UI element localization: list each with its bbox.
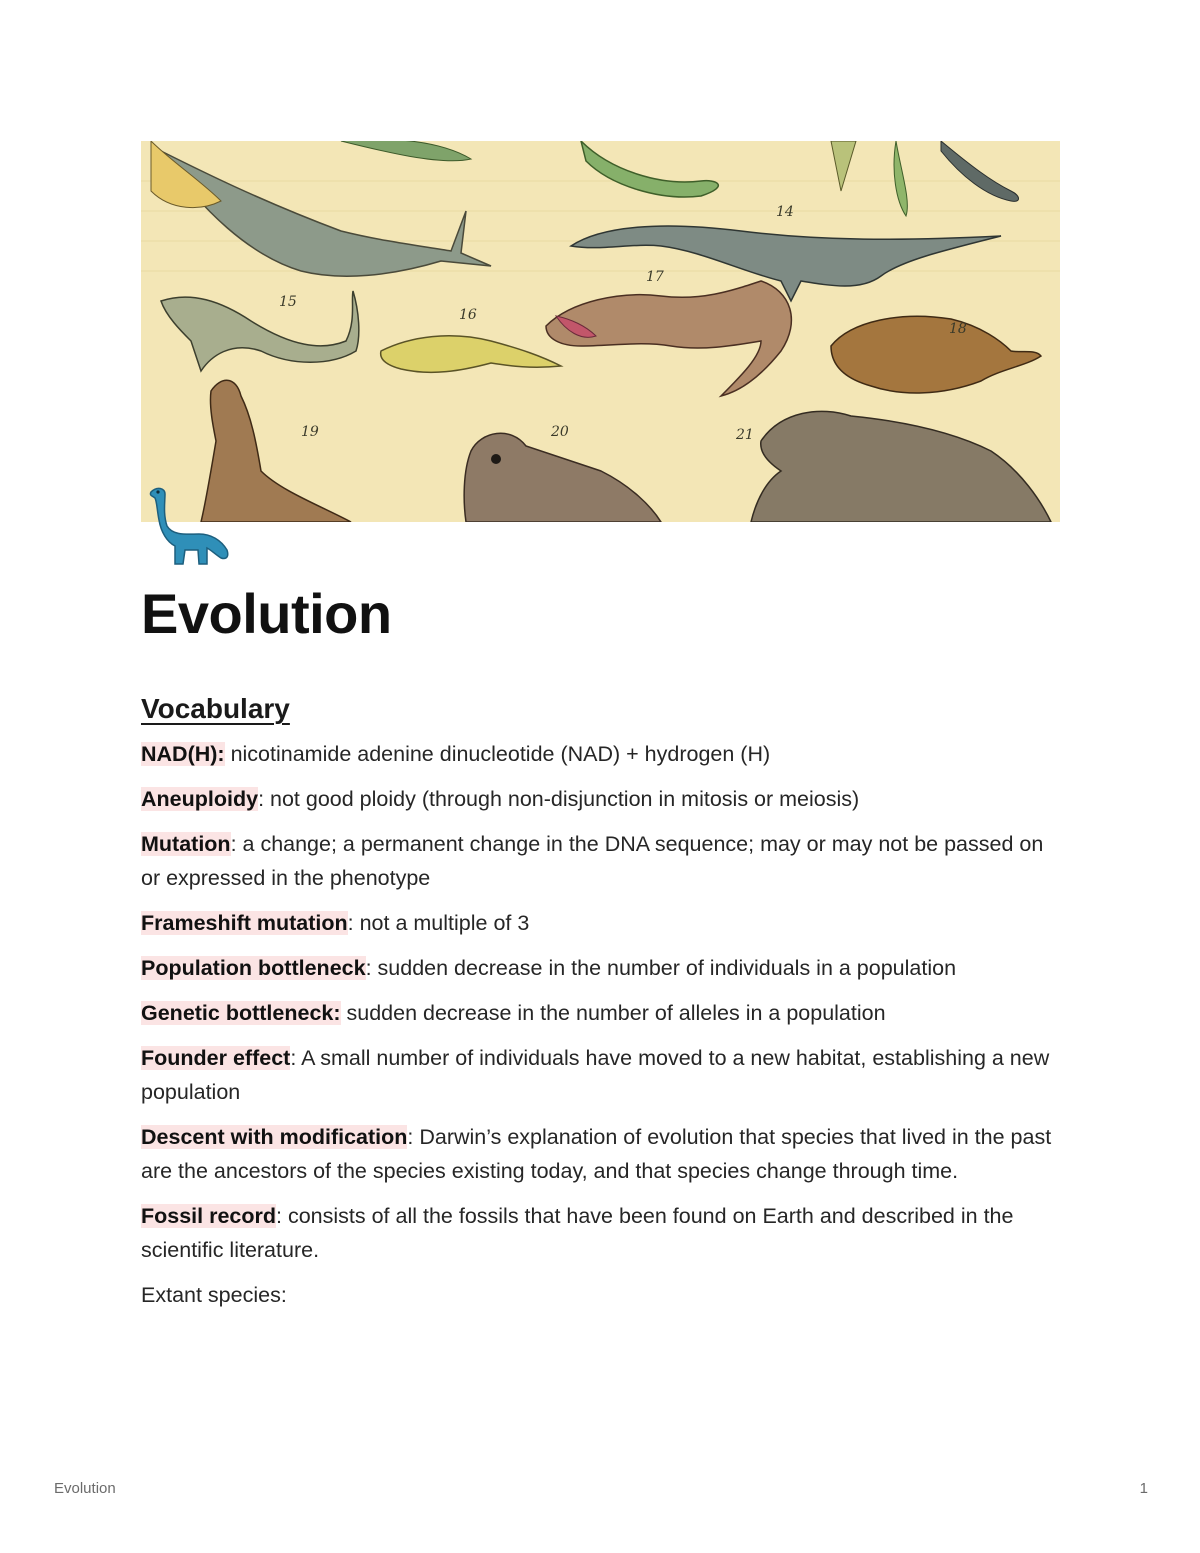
vocab-term: Fossil record (141, 1204, 277, 1228)
vocab-definition: sudden decrease in the number of alleles in a population (340, 1001, 886, 1025)
vocab-entry-nadh (141, 737, 1061, 771)
plate-number-20: 20 (551, 424, 569, 440)
plate-number-17: 17 (646, 269, 664, 285)
vocab-entry-fossil-record (141, 1199, 1061, 1267)
plate-number-15: 15 (279, 294, 297, 310)
vocab-definition: : Darwin’s explanation of evolution that species that lived in the past are the ancestors of the species existing today, and that species change through time. (141, 1125, 1052, 1183)
vocab-entry-population-bottleneck (141, 951, 1061, 985)
vocab-term: Aneuploidy (141, 787, 259, 811)
vocab-definition: : a change; a permanent change in the DNA sequence; may or may not be passed on or expressed in the phenotype (141, 832, 1044, 890)
vocab-term: Founder effect (141, 1046, 291, 1070)
plate-number-21: 21 (736, 427, 754, 443)
vocab-term: Genetic bottleneck: (141, 1001, 341, 1025)
plate-number-19: 19 (301, 424, 319, 440)
vocab-entry-extant-species (141, 1278, 1061, 1312)
cover-image (141, 141, 1060, 522)
vocab-term: Descent with modification (141, 1125, 408, 1149)
vocab-entry-genetic-bottleneck (141, 996, 1061, 1030)
vocab-entry-frameshift-mutation (141, 906, 1061, 940)
vocab-definition: Extant species: (141, 1283, 287, 1307)
vocab-entry-founder-effect (141, 1041, 1061, 1109)
vocabulary-list (141, 737, 1061, 1323)
footer-document-title: Evolution (54, 1480, 116, 1497)
vocab-entry-mutation (141, 827, 1061, 895)
vocab-term: Mutation (141, 832, 231, 856)
vocab-term: Frameshift mutation (141, 911, 348, 935)
vocab-definition: nicotinamide adenine dinucleotide (NAD) + hydrogen (H) (224, 742, 771, 766)
vocab-definition: : sudden decrease in the number of individuals in a population (365, 956, 957, 980)
plate-number-18: 18 (949, 321, 967, 337)
vocab-definition: : consists of all the fossils that have been found on Earth and described in the scientific literature. (141, 1204, 1014, 1262)
vocab-entry-aneuploidy (141, 782, 1061, 816)
vocab-definition: : A small number of individuals have moved to a new habitat, establishing a new population (141, 1046, 1050, 1104)
vocab-definition: : not good ploidy (through non-disjunction in mitosis or meiosis) (258, 787, 860, 811)
plate-number-16: 16 (459, 307, 477, 323)
page-title: Evolution (141, 582, 392, 645)
vocab-entry-descent-with-modification (141, 1120, 1061, 1188)
sauropod-dinosaur-icon (141, 484, 231, 568)
plate-number-14: 14 (776, 204, 794, 220)
section-heading-vocabulary: Vocabulary (141, 693, 290, 724)
footer-page-number: 1 (1139, 1480, 1148, 1497)
vocab-term: NAD(H): (141, 742, 225, 766)
vocab-term: Population bottleneck (141, 956, 366, 980)
vocab-definition: : not a multiple of 3 (347, 911, 530, 935)
